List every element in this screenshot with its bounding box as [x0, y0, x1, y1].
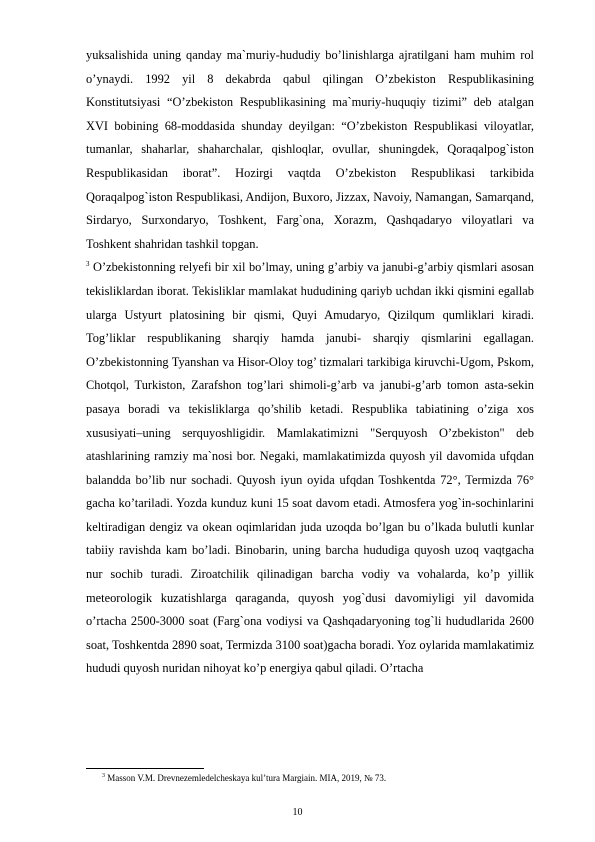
footnote — [102, 772, 542, 784]
paragraph-text-part-1: yuksalishida uning qanday ma`muriy-hududiy bo’linishlarga ajratilgani ham muhim rol o’ynaydi. 1992 yil 8 dekabrda qabul qilingan O’zbekiston Respublikasining Konstitutsiyasi “O’zbekiston Respublikasining ma`muriy-huquqiy tizimi” deb atalgan XVI bobining 68-moddasida shunday deyilgan: “O’zbekiston Respublikasi viloyatlar, tumanlar, shaharlar, shaharchalar, qishloqlar, ovullar, shuningdek, Qoraqalpog`iston Respublikasidan iborat”. Hozirgi vaqtda O’zbekiston Respublikasi tarkibida Qoraqalpog`iston Respublikasi, Andijon, Buxoro, Jizzax, Navoiy, Namangan, Samarqand, Sirdaryo, Surxondaryo, Toshkent, Farg`ona, Xorazm, Qashqadaryo viloyatlari va Toshkent shahridan tashkil topgan. — [86, 48, 534, 251]
footnote-text: Masson V.M. Drevnezemledelcheskaya kul’tura Margiain. MIA, 2019, № 73. — [105, 773, 387, 783]
footnote-marker: 3 — [102, 773, 105, 779]
footnote-reference[interactable]: 3 — [86, 260, 90, 269]
page-number: 10 — [292, 807, 303, 818]
main-paragraph — [86, 44, 534, 681]
paragraph-text-part-2: O’zbekistonning relyefi bir xil bo’lmay, uning g’arbiy va janubi-g’arbiy qismlari asosan tekisliklardan iborat. Tekisliklar mamlakat hududining qariyb uchdan ikki qismini egallab ularga Ustyurt platosining bir qismi, Quyi Amudaryo, Qizilqum qumliklari kiradi. Tog’liklar respublikaning sharqiy hamda janubi- sharqiy qismlarini egallagan. O’zbekistonning Tyanshan va Hisor-Oloy tog’ tizmalari tarkibiga kiruvchi-Ugom, Pskom, Chotqol, Turkiston, Zarafshon tog’lari shimoli-g’arb va janubi-g’arb tomon asta-sekin pasaya boradi va tekisliklarga qo’shilib ketadi. Respublika tabiatining o’ziga xos xususiyati–uning serquyoshligidir. Mamlakatimizni "Serquyosh O’zbekiston" deb atashlarining ramziy ma`nosi bor. Negaki, mamlakatimizda quyosh yil davomida ufqdan balandda bo’lib nur sochadi. Quyosh iyun oyida ufqdan Toshkentda 72°, Termizda 76° gacha ko’tariladi. Yozda kunduz kuni 15 soat davom etadi. Atmosfera yog`in-sochinlarini keltiradigan dengiz va okean oqimlaridan juda uzoqda bo’lgan bu o’lkada bulutli kunlar tabiiy ravishda kam bo’ladi. Binobarin, uning barcha hududiga quyosh uzoq vaqtgacha nur sochib turadi. Ziroatchilik qilinadigan barcha vodiy va vohalarda, ko’p yillik meteorologik kuzatishlarga qaraganda, quyosh yog`dusi davomiyligi yil davomida o’rtacha 2500-3000 soat (Farg`ona vodiysi va Qashqadaryoning tog`li hududlarida 2600 soat, Toshkentda 2890 soat, Termizda 3100 soat)gacha boradi. Yoz oylarida mamlakatimiz hududi quyosh nuridan nihoyat ko’p energiya qabul qiladi. O’rtacha — [86, 260, 534, 676]
footnote-separator — [86, 768, 204, 769]
